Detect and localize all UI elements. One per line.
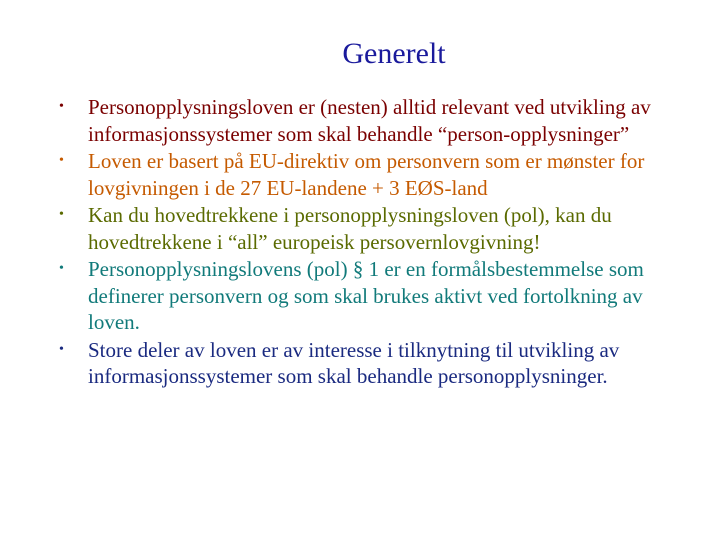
slide-title-container xyxy=(0,34,720,74)
bullet-text: Loven er basert på EU-direktiv om personvern som er mønster for lovgivningen i de 27 EU-landene + 3 EØS-land xyxy=(88,149,645,200)
bullet-text: Personopplysningslovens (pol) § 1 er en formålsbestemmelse som definerer personvern og som skal brukes aktivt ved fortolkning av loven. xyxy=(88,257,644,334)
bullet-text: Store deler av loven er av interesse i tilknytning til utvikling av informasjonssystemer som skal behandle personopplysninger. xyxy=(88,337,620,388)
bullet-item xyxy=(56,202,696,255)
bullet-marker: • xyxy=(59,207,64,222)
bullet-marker: • xyxy=(59,99,64,114)
bullet-item xyxy=(56,94,696,147)
bullet-list xyxy=(56,94,696,391)
bullet-item xyxy=(56,256,696,336)
bullet-text: Personopplysningsloven er (nesten) alltid relevant ved utvikling av informasjonssystemer som skal behandle “person-opplysninger” xyxy=(88,95,651,146)
bullet-item xyxy=(56,148,696,201)
bullet-marker: • xyxy=(59,261,64,276)
slide-title: Generelt xyxy=(342,37,446,70)
bullet-item xyxy=(56,337,696,390)
bullet-marker: • xyxy=(59,341,64,357)
bullet-text: Kan du hovedtrekkene i personopplysningsloven (pol), kan du hovedtrekkene i “all” europeisk persovernlovgivning! xyxy=(88,203,612,254)
bullet-marker: • xyxy=(59,153,64,168)
